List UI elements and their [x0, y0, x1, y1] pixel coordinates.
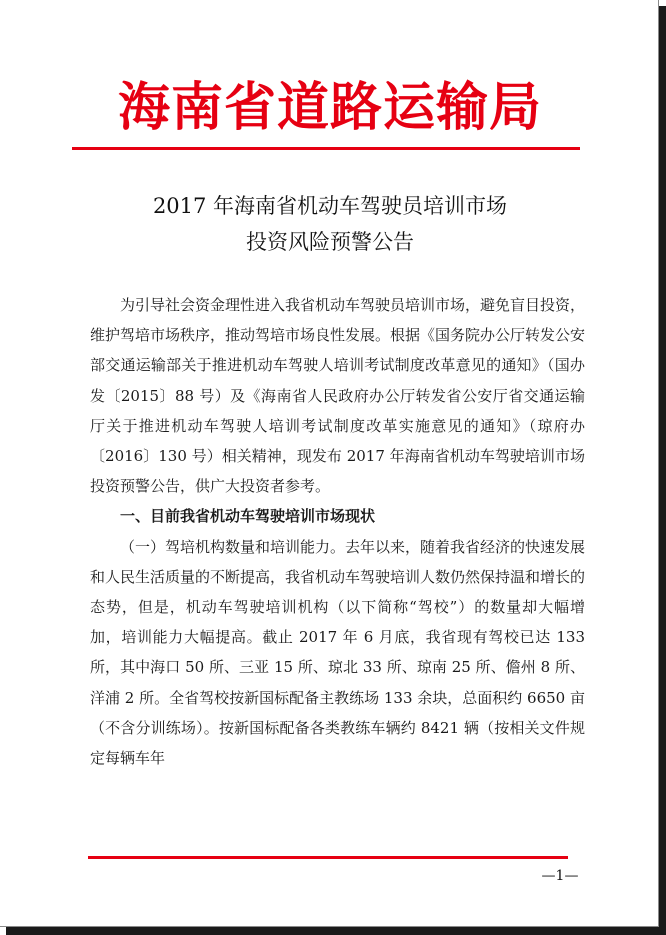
intro-paragraph: 为引导社会资金理性进入我省机动车驾驶员培训市场，避免盲目投资，维护驾培市场秩序，推动驾培市场良性发展。根据《国务院办公厅转发公安部交通运输部关于推进机动车驾驶人培训考试制度改革意见的通知》（国办发〔2015〕88 号）及《海南省人民政府办公厅转发省公安厅省交通运输厅关于推进机动车驾驶人培训考试制度改革实施意见的通知》（琼府办〔2016〕130 号）相关精神，现发布 2017 年海南省机动车驾驶培训市场投资预警公告，供广大投资者参考。: [90, 296, 586, 496]
document-title-line-2: 投资风险预警公告: [246, 230, 414, 254]
page-shadow-right: [659, 6, 666, 935]
page-number: —1—: [541, 868, 579, 884]
masthead-title: 海南省道路运输局: [117, 77, 542, 138]
masthead-red-rule: [72, 147, 580, 150]
document-title-line-1: 2017 年海南省机动车驾驶员培训市场: [152, 194, 508, 218]
document-body: [90, 290, 585, 773]
page-shadow-bottom: [6, 927, 666, 935]
document-title: [100, 188, 560, 260]
section-1-paragraph-1: （一）驾培机构数量和培训能力。去年以来，随着我省经济的快速发展和人民生活质量的不断提高，我省机动车驾驶培训人数仍然保持温和增长的态势，但是，机动车驾驶培训机构（以下简称“驾校”）的数量却大幅增加，培训能力大幅提高。截止 2017 年 6 月底，我省现有驾校已达 133 所，其中海口 50 所、三亚 15 所、琼北 33 所、琼南 25 所、儋州 8 所、洋浦 2 所。全省驾校按新国标配备主教练场 133 余块，总面积约 6650 亩（不含分训练场）。按新国标配备各类教练车辆约 8421 辆（按相关文件规定每辆车年: [90, 537, 586, 768]
section-heading-1: 一、目前我省机动车驾驶培训市场现状: [120, 507, 376, 526]
footer-red-rule: [88, 856, 568, 859]
